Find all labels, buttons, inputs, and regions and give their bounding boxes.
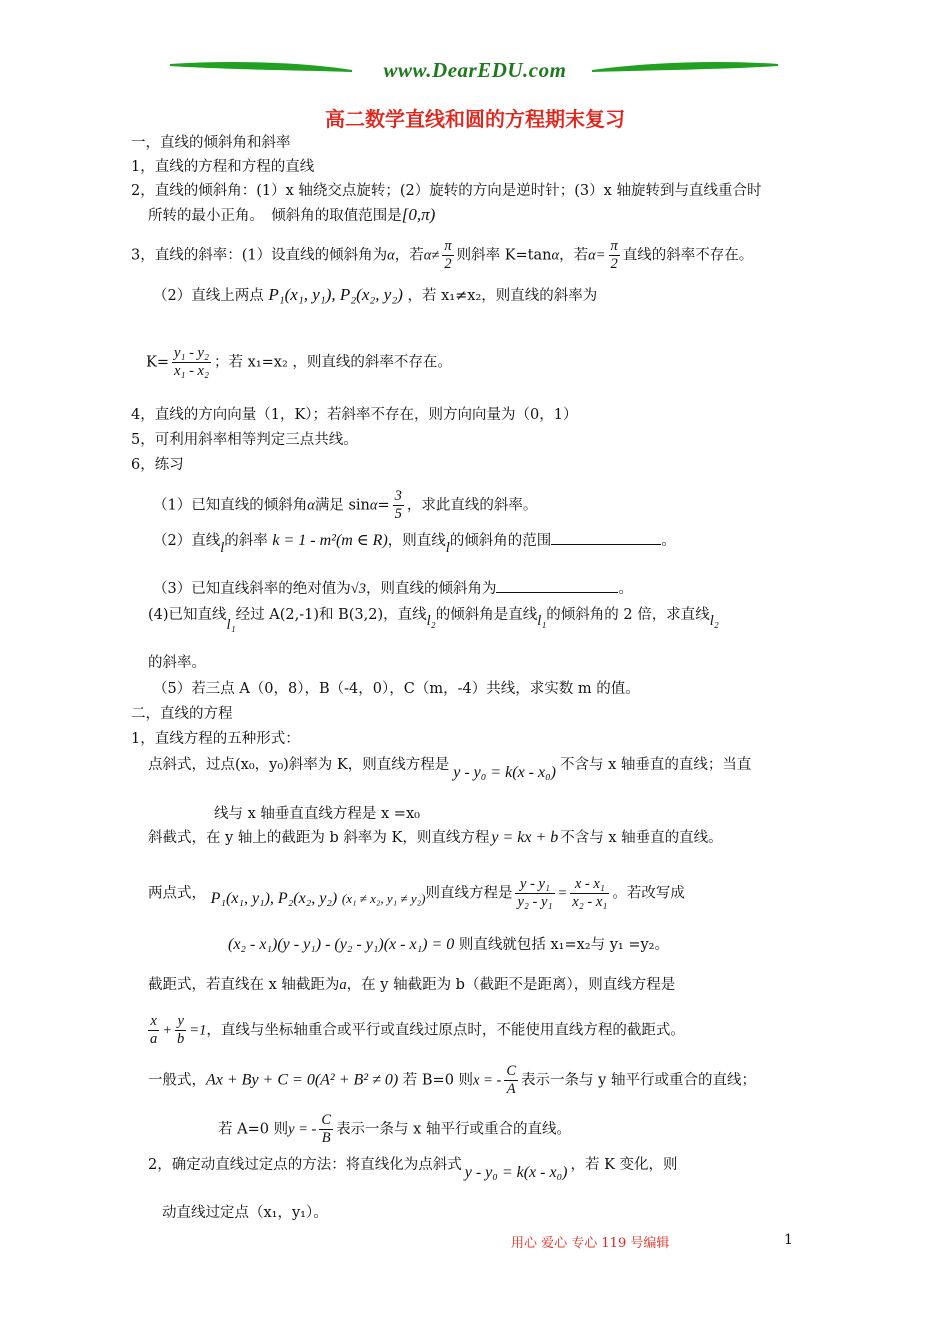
site-url: www.DearEDU.com: [383, 58, 567, 82]
numerator: y: [175, 1013, 186, 1031]
two-point-alt-form: [228, 935, 669, 955]
sqrt-3: √3: [350, 581, 366, 597]
numerator: π: [444, 238, 452, 254]
text: 。若改写成: [612, 885, 685, 902]
exercise-2: [153, 530, 676, 556]
text: 的倾斜角的 2 倍，求直线: [546, 607, 710, 623]
section-1-heading: 一，直线的倾斜角和斜率: [131, 135, 291, 151]
text: 。: [618, 581, 633, 597]
fraction-3-over-5: [393, 488, 404, 523]
item-2-2-cont: 动直线过定点（x₁，y₁）。: [162, 1205, 328, 1221]
text: 一般式，: [148, 1072, 206, 1089]
slope-intercept-form: [148, 828, 723, 848]
fraction-x-over-a: [148, 1013, 159, 1048]
denominator: 2: [610, 256, 618, 272]
eq-one: =1: [189, 1022, 207, 1039]
exercise-3: [153, 578, 633, 599]
fraction-c-over-a: [504, 1063, 518, 1098]
numerator: y - y₁: [515, 876, 554, 894]
alpha-symbol: α: [369, 497, 378, 514]
text: （1）已知直线的倾斜角: [153, 497, 308, 514]
text: (4)已知直线: [148, 607, 227, 623]
answer-blank[interactable]: [496, 578, 618, 593]
text: 则直线方程是: [425, 885, 513, 902]
text: 点斜式，过点(x₀，y₀)斜率为 K，则直线方程是: [148, 757, 450, 773]
item-1-5: 5，可利用斜率相等判定三点共线。: [131, 432, 358, 448]
line-l-symbol: l: [220, 540, 225, 556]
eq-symbol: =: [595, 247, 606, 264]
denominator: B: [321, 1130, 331, 1146]
text: 的倾斜角的范围: [449, 533, 552, 549]
numerator: x: [148, 1013, 159, 1031]
general-form: [148, 1063, 756, 1098]
item-1-3-2: [153, 285, 597, 306]
item-1-3: [131, 238, 753, 273]
fraction-pi-over-2: [609, 238, 620, 273]
denominator: A: [506, 1081, 516, 1097]
plus-symbol: +: [162, 1022, 173, 1039]
item-1-2-cont: [148, 205, 435, 226]
text: 。: [661, 533, 676, 549]
intercept-form: [148, 975, 675, 995]
slope-formula: [146, 345, 452, 380]
numerator: x - x₁: [570, 876, 609, 894]
text: 则斜率 K=tan: [456, 247, 552, 264]
line-l1-symbol: l₁: [537, 613, 547, 629]
alpha-symbol: α: [387, 247, 395, 264]
document-title: 高二数学直线和圆的方程期末复习: [325, 107, 625, 131]
text: ，求此直线的斜率。: [406, 497, 538, 514]
section-2-heading: 二，直线的方程: [131, 706, 233, 722]
eq-symbol: =: [156, 354, 169, 371]
two-points-formula: P₁(x₁, y₁), P₂(x₂, y₂): [210, 889, 338, 907]
slope-k-formula: k = 1 - m²(m ∈ R): [272, 532, 388, 549]
item-1-2: 2，直线的倾斜角：(1）x 轴绕交点旋转；(2）旋转的方向是逆时针；(3）x 轴旋转到与直线重合时: [131, 183, 762, 199]
two-points-formula: P₁(x₁, y₁), P₂(x₂, y₂): [268, 285, 403, 304]
text: 若 A=0 则: [218, 1121, 289, 1138]
neq-symbol: ≠: [431, 247, 440, 264]
numerator: y₁ - y₂: [174, 345, 210, 361]
text: ；若 x₁=x₂ ，则直线的斜率不存在。: [214, 354, 452, 371]
text: ，若: [559, 247, 589, 264]
a-symbol: a: [339, 977, 347, 993]
answer-blank[interactable]: [551, 530, 661, 545]
point-slope-form-cont: 线与 x 轴垂直直线方程是 x =x₀: [214, 806, 420, 822]
denominator: a: [150, 1031, 158, 1047]
line-l2-symbol: l₂: [426, 613, 436, 629]
denominator: x₁ - x₂: [174, 363, 210, 379]
two-point-form: [148, 876, 685, 911]
alpha-symbol: α: [423, 247, 432, 264]
eq-symbol: =: [557, 885, 568, 902]
text: 的倾斜角是直线: [435, 607, 538, 623]
exercise-4: [148, 605, 719, 633]
item-1-6: 6，练习: [131, 457, 184, 473]
text: 不含与 x 轴垂直的直线。: [560, 830, 723, 846]
text: 3，直线的斜率：(1）设直线的倾斜角为: [131, 247, 388, 264]
text: ，则直线的倾斜角为: [365, 581, 497, 597]
fraction-y-over-b: [175, 1013, 186, 1048]
intercept-form-cont: [148, 1013, 685, 1048]
text: 截距式，若直线在 x 轴截距为: [148, 977, 340, 993]
alpha-symbol: α: [588, 247, 596, 264]
denominator: x₂ - x₁: [572, 894, 608, 910]
text: ，直线与坐标轴重合或平行或直线过原点时，不能使用直线方程的截距式。: [206, 1022, 685, 1039]
denominator: 2: [444, 256, 452, 272]
text: 直线的斜率不存在。: [622, 247, 754, 264]
text: 两点式，: [148, 885, 206, 902]
fraction-pi-over-2: [442, 238, 453, 273]
fraction-y: [515, 876, 554, 911]
condition-formula: (x₁ ≠ x₂, y₁ ≠ y₂): [341, 890, 426, 906]
text: 所转的最小正角。 倾斜角的取值范围是: [148, 208, 402, 224]
text: 满足 sin: [314, 497, 370, 514]
item-2-1: 1，直线方程的五种形式：: [131, 731, 300, 747]
page-number: 1: [784, 1232, 793, 1248]
footer-text: 用心 爱心 专心 119 号编辑: [511, 1236, 670, 1251]
item-2-2: [148, 1155, 678, 1181]
item-1-4: 4，直线的方向向量（1，K）；若斜率不存在，则方向向量为（0，1）: [131, 407, 578, 423]
text: 表示一条与 y 轴平行或重合的直线；: [521, 1072, 756, 1089]
text: ，若 x₁≠x₂，则直线的斜率为: [407, 288, 598, 304]
x-eq: x = -: [473, 1072, 502, 1089]
numerator: C: [321, 1112, 332, 1128]
text: 不含与 x 轴垂直的直线；当直: [560, 757, 752, 773]
text: ，若 K 变化，则: [570, 1157, 678, 1173]
text: （2）直线上两点: [153, 288, 264, 304]
denominator: y₂ - y₁: [517, 894, 553, 910]
general-form-cont: [218, 1112, 571, 1147]
slope-intercept-formula: y = kx + b: [491, 829, 559, 846]
text: 的斜率: [224, 533, 268, 549]
fraction-c-over-b: [319, 1112, 333, 1147]
text: 经过 A(2,-1)和 B(3,2)，直线: [235, 607, 427, 623]
denominator: b: [177, 1031, 185, 1047]
numerator: C: [506, 1063, 517, 1079]
exercise-5: （5）若三点 A（0，8），B（-4，0），C（m，-4）共线，求实数 m 的值。: [153, 681, 640, 697]
y-eq: y = -: [288, 1121, 317, 1138]
text: 若 B=0 则: [402, 1072, 474, 1089]
line-l2-symbol: l₂: [709, 613, 719, 629]
text: （3）已知直线斜率的绝对值为: [153, 581, 351, 597]
fraction-x: [570, 876, 609, 911]
k-label: K: [146, 354, 157, 371]
text: ，在 y 轴截距为 b（截距不是距离），则直线方程是: [346, 977, 676, 993]
numerator: 3: [394, 488, 402, 504]
two-point-alt-formula: (x₂ - x₁)(y - y₁) - (y₂ - y₁)(x - x₁) = 0: [228, 936, 455, 953]
numerator: π: [610, 238, 618, 254]
denominator: 5: [394, 506, 402, 522]
text: 表示一条与 x 轴平行或重合的直线。: [336, 1121, 571, 1138]
general-formula: Ax + By + C = 0(A² + B² ≠ 0): [206, 1071, 399, 1089]
text: ，若: [394, 247, 424, 264]
point-slope-form: [148, 755, 752, 781]
eq-symbol: =: [377, 497, 390, 514]
text: ，则直线: [387, 533, 446, 549]
line-l1-symbol: l₁: [226, 617, 236, 633]
angle-range: [0,π): [401, 205, 436, 224]
line-l-symbol: l: [445, 540, 450, 556]
text: 斜截式，在 y 轴上的截距为 b 斜率为 K，则直线方程: [148, 830, 490, 846]
text: （2）直线: [153, 533, 221, 549]
fraction-slope: [172, 345, 211, 380]
exercise-4-cont: 的斜率。: [148, 655, 206, 671]
alpha-symbol: α: [551, 247, 560, 264]
point-slope-formula: y - y₀ = k(x - x₀): [464, 1164, 568, 1181]
alpha-symbol: α: [307, 497, 315, 514]
item-1-1: 1，直线的方程和方程的直线: [131, 159, 315, 175]
text: 则直线就包括 x₁=x₂与 y₁ =y₂。: [458, 937, 669, 953]
point-slope-formula: y - y₀ = k(x - x₀): [453, 764, 556, 781]
text: 2，确定动直线过定点的方法：将直线化为点斜式: [148, 1157, 462, 1173]
exercise-1: [153, 488, 537, 523]
